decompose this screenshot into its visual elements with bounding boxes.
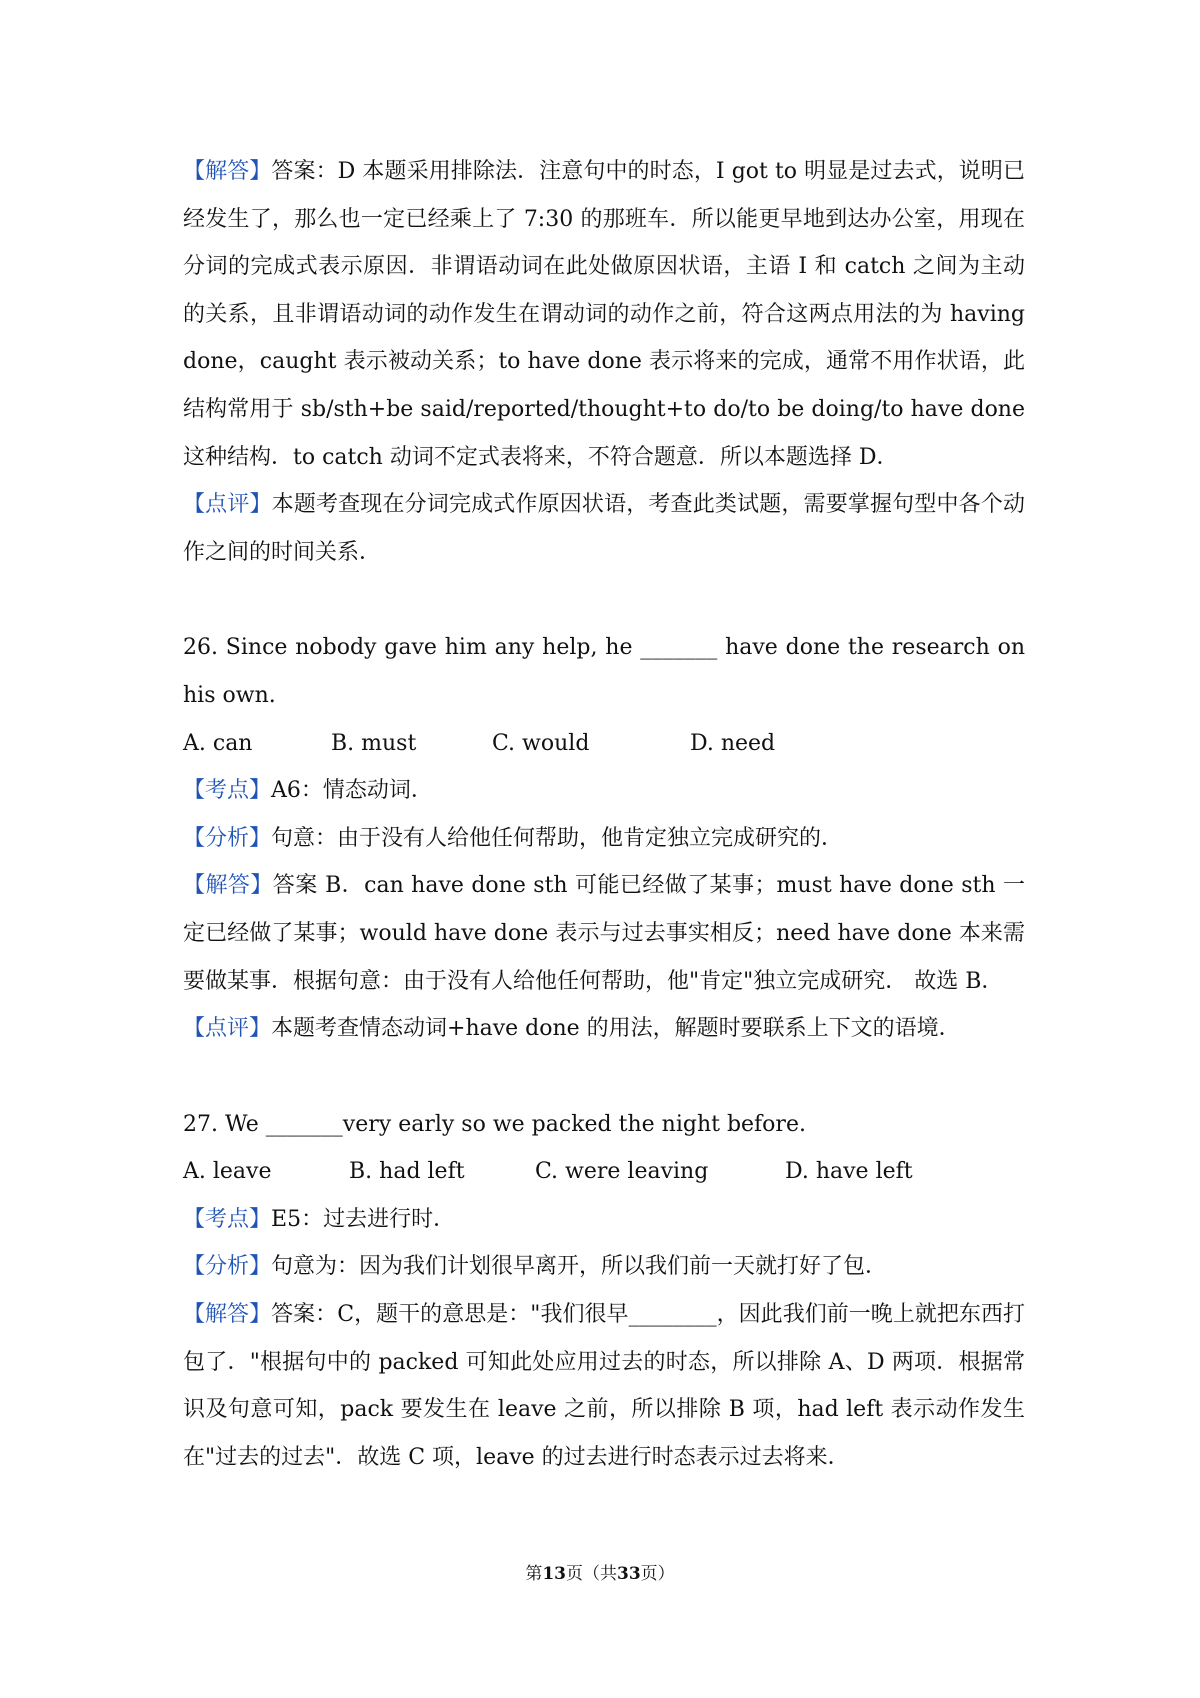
option-a: A. can	[183, 730, 253, 756]
answer-paragraph	[183, 862, 1025, 1005]
footer-middle: 页（共	[566, 1564, 617, 1584]
point-text: E5：过去进行时．	[271, 1206, 456, 1232]
point-paragraph	[183, 767, 1025, 815]
footer-prefix: 第	[525, 1564, 543, 1584]
comment-text: 本题考查情态动词+have done 的用法，解题时要联系上下文的语境．	[271, 1016, 961, 1042]
answer-tag: 【解答】	[183, 159, 272, 184]
footer-total-pages: 33	[617, 1564, 641, 1584]
comment-paragraph	[183, 1005, 1025, 1053]
answer-text: 答案 B．can have done sth 可能已经做了某事；must have done sth 一定已经做了某事；would have done 表示与过去事实相反；need have done 本来需要做某事．根据句意：由于没有人给他任何帮助，他"肯定"独立完成研究． 故选 B．	[183, 873, 1025, 994]
point-paragraph	[183, 1196, 1025, 1244]
point-tag: 【考点】	[183, 778, 272, 804]
point-tag: 【考点】	[183, 1206, 272, 1232]
option-a: A. leave	[183, 1159, 272, 1185]
options-row	[183, 1148, 1025, 1196]
page-footer	[0, 1562, 1200, 1586]
option-b: B. had left	[349, 1159, 465, 1185]
analysis-text: 句意：由于没有人给他任何帮助，他肯定独立完成研究的．	[271, 825, 844, 851]
comment-text: 本题考查现在分词完成式作原因状语，考查此类试题，需要掌握句型中各个动作之间的时间关系．	[183, 492, 1025, 565]
options-row	[183, 720, 1025, 768]
comment-paragraph	[183, 481, 1025, 576]
option-c: C. would	[492, 730, 590, 756]
option-c: C. were leaving	[535, 1159, 709, 1185]
answer-tag: 【解答】	[183, 1302, 272, 1328]
answer-text: 答案：D 本题采用排除法．注意句中的时态，I got to 明显是过去式，说明已经发生了，那么也一定已经乘上了 7:30 的那班车．所以能更早地到达办公室，用现在分词的完成式表示原因．非谓语动词在此处做原因状语，主语 I 和 catch 之间为主动的关系，且非谓语动词的动作发生在谓动词的动作之前，符合这两点用法的为 having done，caught 表示被动关系；to have done 表示将来的完成，通常不用作状语，此结构常用于 sb/sth+be said/reported/thought+to do/to be doing/to have done 这种结构．to catch 动词不定式表将来，不符合题意．所以本题选择 D．	[183, 159, 1025, 470]
footer-page-number: 13	[542, 1564, 566, 1584]
analysis-tag: 【分析】	[183, 1254, 272, 1280]
analysis-tag: 【分析】	[183, 825, 272, 851]
question-stem: 26. Since nobody gave him any help, he _______ have done the research on his own.	[183, 635, 1025, 708]
answer-paragraph	[183, 148, 1025, 481]
option-b: B. must	[331, 730, 417, 756]
comment-tag: 【点评】	[183, 1016, 272, 1042]
option-d: D. need	[690, 730, 776, 756]
answer-text: 答案：C，题干的意思是："我们很早________，因此我们前一晚上就把东西打包了．"根据句中的 packed 可知此处应用过去的时态，所以排除 A、D 两项．根据常识及句意可知，pack 要发生在 leave 之前，所以排除 B 项，had left 表示动作发生在"过去的过去"．故选 C 项，leave 的过去进行时态表示过去将来．	[183, 1302, 1025, 1470]
spacer	[183, 1053, 1025, 1101]
question-stem: 27. We _______very early so we packed the night before.	[183, 1111, 806, 1137]
point-text: A6：情态动词．	[271, 778, 433, 804]
answer-paragraph	[183, 1291, 1025, 1481]
page-content	[183, 148, 1025, 1481]
footer-suffix: 页）	[640, 1564, 675, 1584]
analysis-text: 句意为：因为我们计划很早离开，所以我们前一天就打好了包．	[271, 1254, 888, 1280]
analysis-paragraph	[183, 1243, 1025, 1291]
comment-tag: 【点评】	[183, 492, 272, 518]
answer-tag: 【解答】	[183, 873, 273, 899]
analysis-paragraph	[183, 815, 1025, 863]
spacer	[183, 576, 1025, 624]
option-d: D. have left	[785, 1159, 913, 1185]
